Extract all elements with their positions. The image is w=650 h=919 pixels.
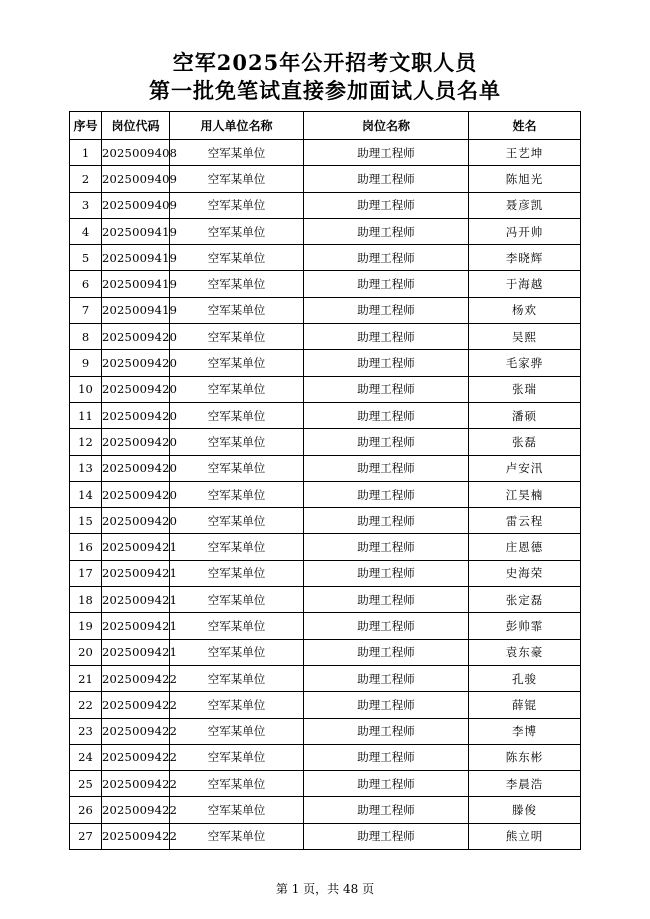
row-post-code: 2025009421 (102, 560, 170, 586)
row-post-code: 2025009420 (102, 429, 170, 455)
row-post-name: 助理工程师 (304, 218, 469, 244)
footer-page-suffix: 页，共 (303, 882, 340, 896)
row-employer: 空军某单位 (170, 324, 304, 350)
row-employer: 空军某单位 (170, 140, 304, 166)
row-name: 孔骏 (469, 665, 581, 691)
row-post-name: 助理工程师 (304, 718, 469, 744)
row-name: 张瑞 (469, 376, 581, 402)
table-row (70, 297, 581, 323)
row-seq: 20 (70, 639, 102, 665)
row-name: 袁东豪 (469, 639, 581, 665)
row-seq: 4 (70, 218, 102, 244)
table-header-row (70, 112, 581, 140)
row-seq: 2 (70, 166, 102, 192)
row-post-code: 2025009422 (102, 744, 170, 770)
row-post-name: 助理工程师 (304, 192, 469, 218)
row-employer: 空军某单位 (170, 271, 304, 297)
row-post-code: 2025009421 (102, 587, 170, 613)
table-row (70, 613, 581, 639)
header-name: 姓名 (469, 112, 581, 140)
row-post-code: 2025009409 (102, 166, 170, 192)
row-name: 雷云程 (469, 508, 581, 534)
footer-page-prefix: 第 (275, 882, 288, 896)
row-post-code: 2025009420 (102, 376, 170, 402)
row-employer: 空军某单位 (170, 587, 304, 613)
row-name: 聂彦凯 (469, 192, 581, 218)
row-post-code: 2025009422 (102, 665, 170, 691)
row-post-code: 2025009422 (102, 718, 170, 744)
row-employer: 空军某单位 (170, 166, 304, 192)
row-post-name: 助理工程师 (304, 534, 469, 560)
row-name: 冯开帅 (469, 218, 581, 244)
table-row (70, 560, 581, 586)
row-seq: 13 (70, 455, 102, 481)
row-employer: 空军某单位 (170, 376, 304, 402)
row-post-code: 2025009419 (102, 297, 170, 323)
row-seq: 23 (70, 718, 102, 744)
row-seq: 21 (70, 665, 102, 691)
row-seq: 3 (70, 192, 102, 218)
table-row (70, 797, 581, 823)
row-employer: 空军某单位 (170, 297, 304, 323)
row-post-code: 2025009409 (102, 192, 170, 218)
row-post-name: 助理工程师 (304, 797, 469, 823)
row-employer: 空军某单位 (170, 534, 304, 560)
row-employer: 空军某单位 (170, 455, 304, 481)
row-name: 李晨浩 (469, 771, 581, 797)
row-post-name: 助理工程师 (304, 744, 469, 770)
row-post-code: 2025009420 (102, 350, 170, 376)
row-name: 吴熙 (469, 324, 581, 350)
row-post-code: 2025009419 (102, 245, 170, 271)
row-seq: 7 (70, 297, 102, 323)
row-name: 卢安汛 (469, 455, 581, 481)
footer-total-suffix: 页 (362, 882, 375, 896)
row-seq: 9 (70, 350, 102, 376)
row-name: 李晓辉 (469, 245, 581, 271)
row-name: 庄恩德 (469, 534, 581, 560)
row-post-name: 助理工程师 (304, 376, 469, 402)
row-name: 陈旭光 (469, 166, 581, 192)
row-post-name: 助理工程师 (304, 245, 469, 271)
row-employer: 空军某单位 (170, 692, 304, 718)
table-row (70, 692, 581, 718)
row-employer: 空军某单位 (170, 560, 304, 586)
table-row (70, 376, 581, 402)
row-employer: 空军某单位 (170, 823, 304, 849)
header-post-name: 岗位名称 (304, 112, 469, 140)
row-post-name: 助理工程师 (304, 350, 469, 376)
row-name: 于海越 (469, 271, 581, 297)
table-row (70, 271, 581, 297)
row-employer: 空军某单位 (170, 192, 304, 218)
row-employer: 空军某单位 (170, 218, 304, 244)
row-post-code: 2025009420 (102, 402, 170, 428)
table-row (70, 402, 581, 428)
table-row (70, 140, 581, 166)
table-row (70, 350, 581, 376)
row-post-name: 助理工程师 (304, 271, 469, 297)
row-post-name: 助理工程师 (304, 560, 469, 586)
row-seq: 16 (70, 534, 102, 560)
table-row (70, 823, 581, 849)
row-post-code: 2025009422 (102, 797, 170, 823)
row-name: 薛锟 (469, 692, 581, 718)
table-row (70, 639, 581, 665)
table-row (70, 166, 581, 192)
row-post-name: 助理工程师 (304, 140, 469, 166)
row-post-code: 2025009420 (102, 324, 170, 350)
row-post-name: 助理工程师 (304, 771, 469, 797)
row-employer: 空军某单位 (170, 771, 304, 797)
row-seq: 18 (70, 587, 102, 613)
row-post-name: 助理工程师 (304, 481, 469, 507)
row-name: 滕俊 (469, 797, 581, 823)
row-name: 潘硕 (469, 402, 581, 428)
row-seq: 14 (70, 481, 102, 507)
row-name: 王艺坤 (469, 140, 581, 166)
row-employer: 空军某单位 (170, 613, 304, 639)
table-row (70, 481, 581, 507)
row-post-code: 2025009419 (102, 218, 170, 244)
row-post-code: 2025009422 (102, 692, 170, 718)
footer-page-number: 1 (291, 882, 300, 896)
table-row (70, 587, 581, 613)
row-post-name: 助理工程师 (304, 297, 469, 323)
row-employer: 空军某单位 (170, 481, 304, 507)
row-seq: 8 (70, 324, 102, 350)
row-employer: 空军某单位 (170, 665, 304, 691)
candidate-table (69, 111, 581, 850)
table-row (70, 218, 581, 244)
row-post-code: 2025009421 (102, 613, 170, 639)
row-seq: 19 (70, 613, 102, 639)
table-row (70, 455, 581, 481)
row-post-code: 2025009419 (102, 271, 170, 297)
row-name: 毛家骅 (469, 350, 581, 376)
row-employer: 空军某单位 (170, 508, 304, 534)
row-seq: 22 (70, 692, 102, 718)
row-post-name: 助理工程师 (304, 508, 469, 534)
row-name: 熊立明 (469, 823, 581, 849)
row-seq: 15 (70, 508, 102, 534)
row-name: 张磊 (469, 429, 581, 455)
footer-total-pages: 48 (343, 882, 359, 896)
row-post-code: 2025009420 (102, 508, 170, 534)
header-seq: 序号 (70, 112, 102, 140)
row-seq: 1 (70, 140, 102, 166)
document-title-line1: 空军2025年公开招考文职人员 (172, 50, 478, 75)
row-post-code: 2025009421 (102, 534, 170, 560)
table-row (70, 718, 581, 744)
row-seq: 24 (70, 744, 102, 770)
table-row (70, 245, 581, 271)
row-post-name: 助理工程师 (304, 665, 469, 691)
row-name: 杨欢 (469, 297, 581, 323)
row-post-name: 助理工程师 (304, 429, 469, 455)
row-post-name: 助理工程师 (304, 455, 469, 481)
row-seq: 26 (70, 797, 102, 823)
table-row (70, 429, 581, 455)
row-name: 江昊楠 (469, 481, 581, 507)
row-post-code: 2025009420 (102, 455, 170, 481)
row-seq: 11 (70, 402, 102, 428)
row-seq: 17 (70, 560, 102, 586)
row-seq: 27 (70, 823, 102, 849)
table-row (70, 192, 581, 218)
row-name: 张定磊 (469, 587, 581, 613)
table-row (70, 771, 581, 797)
document-title-line2: 第一批免笔试直接参加面试人员名单 (149, 78, 501, 103)
row-post-code: 2025009408 (102, 140, 170, 166)
row-employer: 空军某单位 (170, 718, 304, 744)
row-seq: 25 (70, 771, 102, 797)
row-employer: 空军某单位 (170, 797, 304, 823)
row-post-name: 助理工程师 (304, 692, 469, 718)
row-employer: 空军某单位 (170, 350, 304, 376)
row-post-name: 助理工程师 (304, 639, 469, 665)
table-row (70, 508, 581, 534)
row-seq: 12 (70, 429, 102, 455)
row-post-code: 2025009422 (102, 771, 170, 797)
row-seq: 10 (70, 376, 102, 402)
row-name: 彭帅霏 (469, 613, 581, 639)
row-post-name: 助理工程师 (304, 587, 469, 613)
table-row (70, 665, 581, 691)
row-employer: 空军某单位 (170, 639, 304, 665)
row-employer: 空军某单位 (170, 245, 304, 271)
row-seq: 5 (70, 245, 102, 271)
table-row (70, 534, 581, 560)
row-employer: 空军某单位 (170, 744, 304, 770)
row-name: 史海荣 (469, 560, 581, 586)
row-employer: 空军某单位 (170, 429, 304, 455)
row-post-code: 2025009422 (102, 823, 170, 849)
table-row (70, 324, 581, 350)
row-post-name: 助理工程师 (304, 613, 469, 639)
header-post-code: 岗位代码 (102, 112, 170, 140)
page-footer (0, 880, 650, 897)
row-name: 陈东彬 (469, 744, 581, 770)
table-row (70, 744, 581, 770)
row-post-name: 助理工程师 (304, 402, 469, 428)
row-seq: 6 (70, 271, 102, 297)
row-name: 李博 (469, 718, 581, 744)
row-post-name: 助理工程师 (304, 823, 469, 849)
header-employer: 用人单位名称 (170, 112, 304, 140)
row-post-code: 2025009421 (102, 639, 170, 665)
row-post-name: 助理工程师 (304, 166, 469, 192)
row-post-name: 助理工程师 (304, 324, 469, 350)
row-post-code: 2025009420 (102, 481, 170, 507)
row-employer: 空军某单位 (170, 402, 304, 428)
